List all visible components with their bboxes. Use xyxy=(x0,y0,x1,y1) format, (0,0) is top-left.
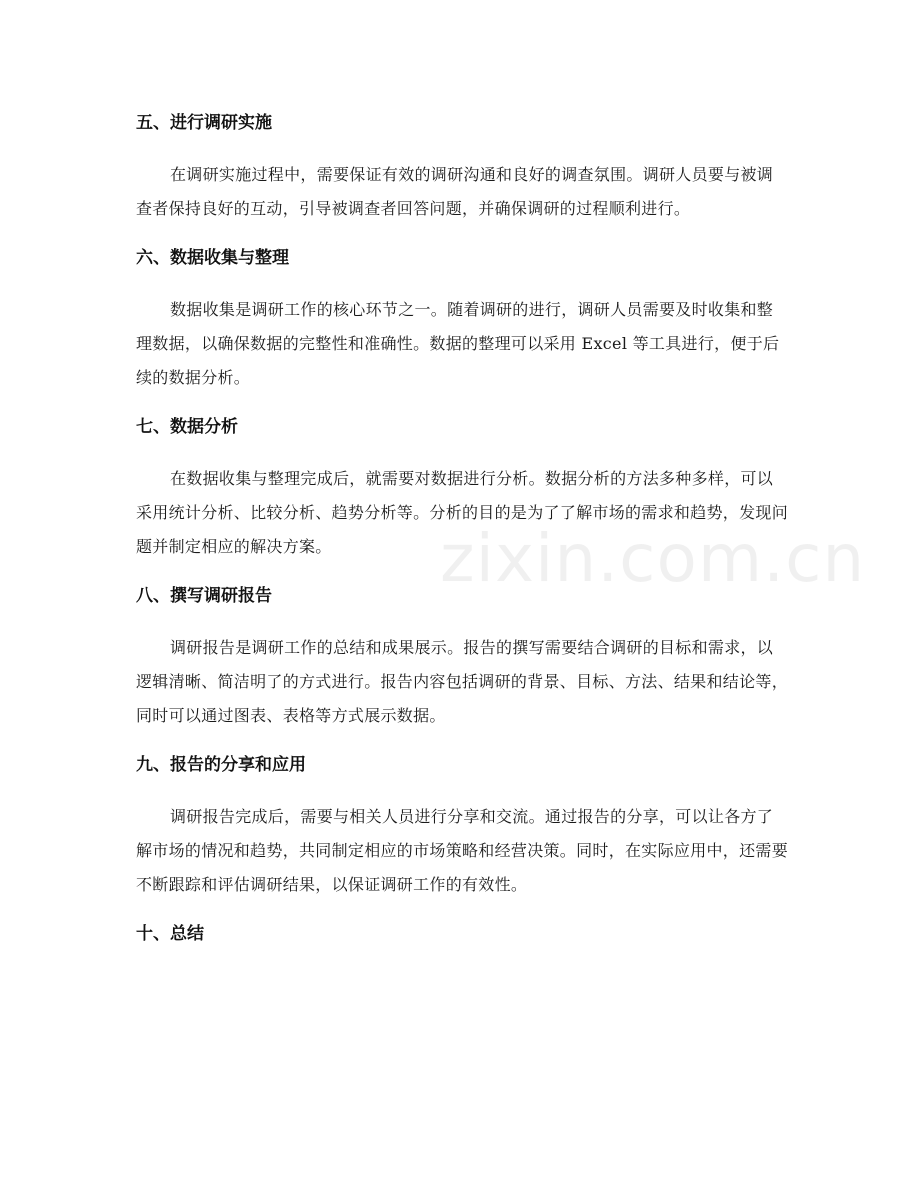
section-heading-6: 六、数据收集与整理 xyxy=(136,248,289,268)
document-content xyxy=(136,103,788,954)
section-heading-8: 八、撰写调研报告 xyxy=(136,586,272,606)
section-paragraph-6: 数据收集是调研工作的核心环节之一。随着调研的进行，调研人员需要及时收集和整理数据，以确保数据的完整性和准确性。数据的整理可以采用 Excel 等工具进行，便于后续的数据分析。 xyxy=(136,300,780,387)
section-heading-5: 五、进行调研实施 xyxy=(136,113,272,133)
section-paragraph-7: 在数据收集与整理完成后，就需要对数据进行分析。数据分析的方法多种多样，可以采用统计分析、比较分析、趋势分析等。分析的目的是为了了解市场的需求和趋势，发现问题并制定相应的解决方案。 xyxy=(136,469,789,556)
section-paragraph-9: 调研报告完成后，需要与相关人员进行分享和交流。通过报告的分享，可以让各方了解市场的情况和趋势，共同制定相应的市场策略和经营决策。同时，在实际应用中，还需要不断跟踪和评估调研结果，以保证调研工作的有效性。 xyxy=(136,807,789,894)
section-paragraph-8: 调研报告是调研工作的总结和成果展示。报告的撰写需要结合调研的目标和需求，以逻辑清晰、简洁明了的方式进行。报告内容包括调研的背景、目标、方法、结果和结论等，同时可以通过图表、表格等方式展示数据。 xyxy=(136,638,789,725)
section-paragraph-5: 在调研实施过程中，需要保证有效的调研沟通和良好的调查氛围。调研人员要与被调查者保持良好的互动，引导被调查者回答问题，并确保调研的过程顺利进行。 xyxy=(136,165,774,218)
section-heading-7: 七、数据分析 xyxy=(136,417,238,437)
section-heading-10: 十、总结 xyxy=(136,924,204,944)
watermark-logo: zixin.com.cn xyxy=(440,520,866,597)
section-heading-9: 九、报告的分享和应用 xyxy=(136,755,306,775)
